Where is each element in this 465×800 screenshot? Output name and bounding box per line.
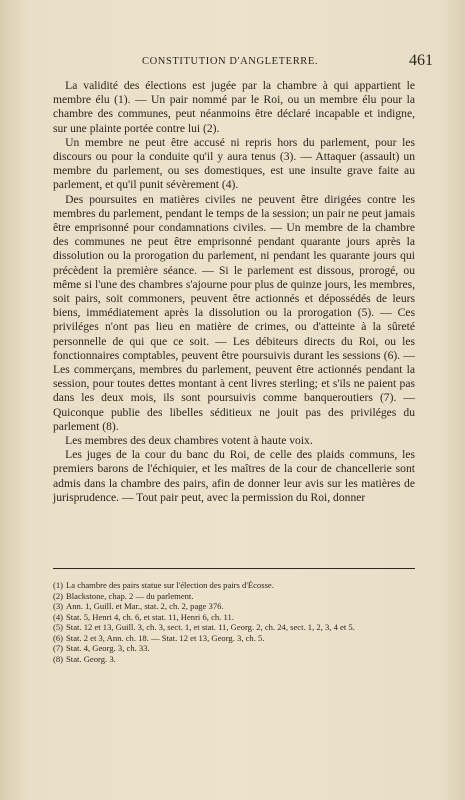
footnote	[53, 654, 415, 665]
paragraph-election-validity: La validité des élections est jugée par la chambre à qui appartient le membre élu (1). — Un pair nommé par le Roi, ou un membre élu pour la chambre des communes, peut néanmoins être déclaré incapable et indigne, sur une plainte portée contre lui (2).	[53, 79, 415, 135]
footnote-text: Stat. Georg. 3.	[66, 653, 116, 664]
footnote-text: Stat. 4, Georg. 3, ch. 33.	[66, 643, 150, 653]
running-title: CONSTITUTION D'ANGLETERRE.	[142, 56, 319, 67]
paragraph-voting: Les membres des deux chambres votent à haute voix.	[65, 434, 313, 448]
page-number: 461	[409, 52, 433, 69]
footnote-text: Stat. 2 et 3, Ann. ch. 18. — Stat. 12 et 13, Georg. 3, ch. 5.	[66, 632, 265, 643]
footnote-ref: (8)	[53, 653, 64, 664]
footnote-ref: (4)	[53, 611, 64, 622]
page-header	[52, 52, 433, 72]
paragraph-civil-suits: Des poursuites en matières civiles ne peuvent être dirigées contre les membres du parlement, pendant le temps de la session; un pair ne peut jamais être emprisonné pour condamnations civiles. — Un membre de la chambre des communes ne peut être emprisonné pendant quarante jours après la dissolution ou la prorogation du parlement, ni pendant les quarante jours qui précèdent la première séance. — Si le parlement est dissous, prorogé, ou même si l'une des chambres s'ajourne pour plus de quinze jours, les membres, soit pairs, soit commoners, peuvent être actionnés et dépossédés de leurs biens, immédiatement après la dissolution ou la prorogation (5). — Ces priviléges n'ont pas lieu en matière de crimes, ou d'atteinte à la sûreté personnelle de qui que ce soit. — Les débiteurs directs du Roi, ou les fonctionnaires comptables, peuvent être poursuivis durant les sessions (6). — Les commerçans, membres du parlement, peuvent être actionnés pendant la session, pour toutes dettes montant à cent livres sterling; et s'ils ne paient pas dans les deux mois, ils sont poursuivis comme banqueroutiers (7). — Quiconque publie des libelles séditieux ne jouit pas des priviléges du parlement (8).	[53, 192, 415, 433]
footnote	[53, 633, 415, 644]
footnote-text: La chambre des pairs statue sur l'élection des pairs d'Écosse.	[66, 580, 274, 590]
footnote-text: Ann. 1, Guill. et Mar., stat. 2, ch. 2, page 376.	[66, 601, 224, 611]
footnote	[53, 601, 415, 612]
footnote-ref: (5)	[53, 622, 64, 632]
footnote-text: Blackstone, chap. 2 — du parlement.	[66, 590, 194, 601]
footnote-ref: (2)	[53, 590, 64, 601]
footnote	[53, 580, 415, 591]
footnote	[53, 622, 415, 633]
footnotes	[53, 580, 415, 664]
footnote-ref: (7)	[53, 643, 64, 653]
footnote-ref: (3)	[53, 601, 64, 611]
footnote-divider	[53, 568, 415, 569]
footnote-ref: (1)	[53, 580, 64, 590]
footnote	[53, 643, 415, 654]
footnote-text: Stat. 5, Henri 4, ch. 6, et stat. 11, Henri 6, ch. 11.	[66, 611, 234, 622]
footnote-text: Stat. 12 et 13, Guill. 3, ch. 3, sect. 1, et stat. 11, Georg. 2, ch. 24, sect. 1, 2, 3, 4 et 5.	[66, 622, 355, 632]
footnote-ref: (6)	[53, 632, 64, 643]
body-text	[53, 79, 415, 505]
footnote	[53, 612, 415, 623]
paragraph-judges: Les juges de la cour du banc du Roi, de celle des plaids communs, les premiers barons de l'échiquier, et les maîtres de la cour de chancellerie sont admis dans la chambre des pairs, afin de donner leur avis sur les matières de jurisprudence. — Tout pair peut, avec la permission du Roi, donner	[53, 448, 415, 504]
footnote	[53, 591, 415, 602]
paragraph-member-immunity: Un membre ne peut être accusé ni repris hors du parlement, pour les discours ou pour la conduite qu'il y aura tenus (3). — Attaquer (assault) un membre du parlement, ou ses domestiques, est une insulte grave faite au parlement, et qu'il punit sévèrement (4).	[53, 135, 415, 192]
